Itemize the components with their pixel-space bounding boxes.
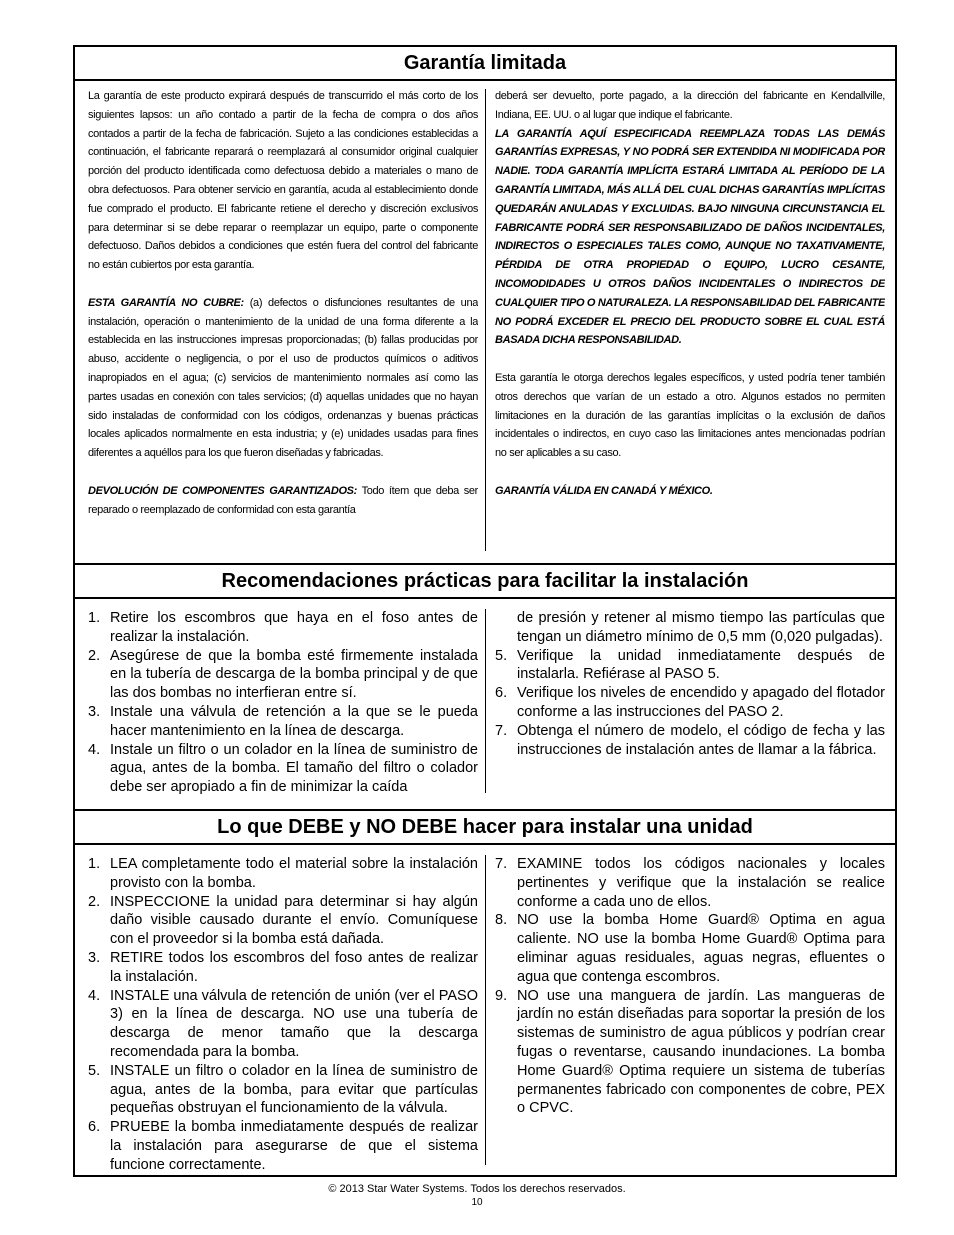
list-item-number: 6. bbox=[495, 685, 508, 702]
copyright-notice: © 2013 Star Water Systems. Todos los derechos reservados. bbox=[328, 1183, 626, 1195]
list-item-number: 3. bbox=[88, 703, 101, 720]
warranty-exclusions-paragraph bbox=[88, 294, 478, 463]
list-item bbox=[495, 911, 885, 986]
list-item bbox=[495, 855, 885, 911]
list-item-number: 1. bbox=[88, 610, 101, 626]
list-item-text: INSTALE una válvula de retención de unión (ver el PASO 3) en la línea de descarga. NO use una tubería de descarga de menor tamaño que la descarga recomendada para la bomba. bbox=[110, 987, 478, 1060]
list-item-text: Obtenga el número de modelo, el código de fecha y las instrucciones de instalación antes de llamar a la fábrica. bbox=[517, 722, 885, 758]
list-item-number: 7. bbox=[495, 722, 508, 739]
warranty-left-column bbox=[88, 87, 478, 557]
list-item bbox=[495, 647, 885, 685]
list-item-number: 2. bbox=[88, 647, 101, 664]
dos-donts-left-column bbox=[88, 855, 478, 1175]
page-number: 10 bbox=[471, 1197, 483, 1208]
warranty-returns-paragraph bbox=[88, 482, 478, 520]
list-item-text: Retire los escombros que haya en el foso antes de realizar la instalación. bbox=[110, 610, 478, 645]
warranty-right-column bbox=[495, 87, 885, 557]
list-item-text: INSTALE un filtro o colador en la línea de suministro de agua, antes de la bomba, para evitar que partículas pequeñas obstruyan el funcionamiento de la válvula. bbox=[110, 1062, 478, 1117]
list-item-text: Asegúrese de que la bomba esté firmemente instalada en la tubería de descarga de la bomba principal y de que las dos bombas no interfieran entre sí. bbox=[110, 647, 478, 702]
recommendations-continuation: de presión y retener al mismo tiempo las partículas que tengan un diámetro mínimo de 0,5 mm (0,020 pulgadas). bbox=[517, 610, 885, 645]
returns-text: Todo ítem que deba ser reparado o reemplazado de conformidad con esta garantía bbox=[88, 484, 478, 516]
dos-donts-title: Lo que DEBE y NO DEBE hacer para instalar una unidad bbox=[75, 811, 895, 845]
list-item-number: 3. bbox=[88, 949, 101, 966]
list-item bbox=[88, 741, 478, 797]
list-item-number: 4. bbox=[88, 741, 101, 758]
list-item-number: 4. bbox=[88, 987, 101, 1004]
dos-donts-list-right bbox=[495, 855, 885, 1118]
recommendations-title: Recomendaciones prácticas para facilitar la instalación bbox=[75, 565, 895, 599]
list-item-number: 9. bbox=[495, 987, 508, 1004]
list-item-number: 7. bbox=[495, 856, 508, 872]
list-item-text: Instale un filtro o un colador en la línea de suministro de agua, antes de la bomba. El tamaño del filtro o colador debe ser apropiado a fin de minimizar la caída bbox=[110, 741, 478, 796]
page-frame bbox=[73, 45, 897, 1177]
list-item-text: INSPECCIONE la unidad para determinar si hay algún daño visible causado durante el envío. Comuníquese con el proveedor si la bomba está dañada. bbox=[110, 893, 478, 948]
warranty-legal-rights: Esta garantía le otorga derechos legales específicos, y usted podría tener también otros derechos que varían de un estado a otro. Algunos estados no permiten limitaciones en la duración de las garantías implícitas o la exclusión de daños incidentales o indirectos, en cuyo caso las limitaciones antes mencionadas podrían no ser aplicables a su caso. bbox=[495, 371, 885, 460]
list-item bbox=[88, 893, 478, 949]
dos-donts-list-left bbox=[88, 855, 478, 1175]
list-item bbox=[495, 684, 885, 722]
list-item-text: EXAMINE todos los códigos nacionales y locales pertinentes y verifique que la instalación se realice conforme a cada uno de ellos. bbox=[517, 856, 885, 910]
list-item bbox=[495, 722, 885, 760]
list-item bbox=[495, 987, 885, 1119]
list-item-number: 8. bbox=[495, 912, 508, 929]
warranty-disclaimer: LA GARANTÍA AQUÍ ESPECIFICADA REEMPLAZA TODAS LAS DEMÁS GARANTÍAS EXPRESAS, Y NO PODRÁ SER EXTENDIDA NI MODIFICADA POR NADIE. TODA GARANTÍA IMPLÍCITA ESTARÁ LIMITADA AL PERÍODO DE LA GARANTÍA LIMITADA, MÁS ALLÁ DEL CUAL DICHAS GARANTÍAS IMPLÍCITAS QUEDARÁN ANULADAS Y EXCLUIDAS. BAJO NINGUNA CIRCUNSTANCIA EL FABRICANTE PODRÁ SER RESPONSABILIZADO DE DAÑOS INCIDENTALES, INDIRECTOS O ESPECIALES TALES COMO, AUNQUE NO TAXATIVAMENTE, PÉRDIDA DE OTRA PROPIEDAD O EQUIPO, LUCRO CESANTE, INCOMODIDADES U OTROS DAÑOS INCIDENTALES O INDIRECTOS DE CUALQUIER TIPO O NATURALEZA. LA RESPONSABILIDAD DEL FABRICANTE NO PODRÁ EXCEDER EL PRECIO DEL PRODUCTO SOBRE EL CUAL ESTÁ BASADA DICHA RESPONSABILIDAD. bbox=[495, 127, 885, 347]
recommendations-left-column bbox=[88, 609, 478, 807]
column-divider bbox=[485, 609, 486, 793]
list-item-number: 1. bbox=[88, 856, 101, 872]
list-item-number: 5. bbox=[495, 647, 508, 664]
list-item-number: 2. bbox=[88, 893, 101, 910]
recommendations-right-column bbox=[495, 609, 885, 807]
list-item-text: Instale una válvula de retención a la que se le pueda hacer mantenimiento en la línea de descarga. bbox=[110, 703, 478, 739]
warranty-title: Garantía limitada bbox=[75, 47, 895, 81]
returns-label: DEVOLUCIÓN DE COMPONENTES GARANTIZADOS: bbox=[88, 484, 357, 497]
list-item-text: NO use la bomba Home Guard® Optima en agua caliente. NO use la bomba Home Guard® Optima para eliminar aguas residuales, aguas negras, efluentes o agua que contenga escombros. bbox=[517, 912, 885, 985]
column-divider bbox=[485, 89, 486, 551]
list-item-text: LEA completamente todo el material sobre la instalación provisto con la bomba. bbox=[110, 856, 478, 891]
list-item-text: RETIRE todos los escombros del foso antes de realizar la instalación. bbox=[110, 949, 478, 985]
list-item-number: 5. bbox=[88, 1062, 101, 1079]
list-item bbox=[88, 855, 478, 893]
list-item bbox=[88, 949, 478, 987]
recommendations-list-right bbox=[495, 647, 885, 760]
exclusions-label: ESTA GARANTÍA NO CUBRE: bbox=[88, 296, 244, 309]
list-item bbox=[88, 647, 478, 703]
list-item bbox=[88, 703, 478, 741]
exclusions-text: (a) defectos o disfunciones resultantes de una instalación, operación o mantenimiento de la unidad de una forma diferente a la establecida en las instrucciones impresas proporcionadas; (b) fallas producidas por abuso, accidente o negligencia, o por el uso de productos químicos o aditivos inapropiados en el agua; (c) servicios de mantenimiento normales así como las partes usadas en conexión con tales servicios; (d) aquellas unidades que no hayan sido instaladas de conformidad con los códigos, ordenanzas y buenas prácticas locales aplicados normalmente en esta industria; y (e) unidades usadas para fines diferentes a aquéllos para los que fueron diseñadas y fabricadas. bbox=[88, 296, 478, 460]
list-item bbox=[88, 609, 478, 647]
list-item bbox=[88, 1118, 478, 1174]
list-item-text: PRUEBE la bomba inmediatamente después de realizar la instalación para asegurarse de que el sistema funcione correctamente. bbox=[110, 1119, 478, 1173]
list-item-text: NO use una manguera de jardín. Las mangueras de jardín no están diseñadas para soportar la presión de los sistemas de suministro de agua públicos y podrían crear fugas o reventarse, causando inundaciones. La bomba Home Guard® Optima requiere un sistema de tuberías permanentes fabricado con componentes de cobre, PEX o CPVC. bbox=[517, 987, 885, 1117]
recommendations-list-left bbox=[88, 609, 478, 797]
column-divider bbox=[485, 855, 486, 1165]
list-item bbox=[88, 1062, 478, 1118]
warranty-return-address: deberá ser devuelto, porte pagado, a la dirección del fabricante en Kendallville, Indiana, EE. UU. o al lugar que indique el fabricante. bbox=[495, 90, 885, 121]
warranty-paragraph: La garantía de este producto expirará después de transcurrido el más corto de los siguientes lapsos: un año contado a partir de la fecha de compra o dos años contados a partir de la fecha de fabricación. Sujeto a las condiciones establecidas a continuación, el fabricante reparará o reemplazará al consumidor original cualquier porción del producto identificada como defectuosa debido a materiales o mano de obra defectuosos. Para obtener servicio en garantía, acuda al establecimiento donde fue comprado el producto. El fabricante retiene el derecho y discreción exclusivos para determinar si se debe reparar o reemplazar un equipo, parte o componente defectuoso. Daños debidos a condiciones que estén fuera del control del fabricante no están cubiertos por esta garantía. bbox=[88, 90, 478, 272]
list-item-text: Verifique los niveles de encendido y apagado del flotador conforme a las instrucciones del PASO 2. bbox=[517, 685, 885, 720]
list-item-number: 6. bbox=[88, 1119, 101, 1136]
list-item-text: Verifique la unidad inmediatamente después de instalarla. Refiérase al PASO 5. bbox=[517, 647, 885, 683]
list-item bbox=[88, 987, 478, 1062]
warranty-validity: GARANTÍA VÁLIDA EN CANADÁ Y MÉXICO. bbox=[495, 484, 713, 497]
dos-donts-right-column bbox=[495, 855, 885, 1175]
